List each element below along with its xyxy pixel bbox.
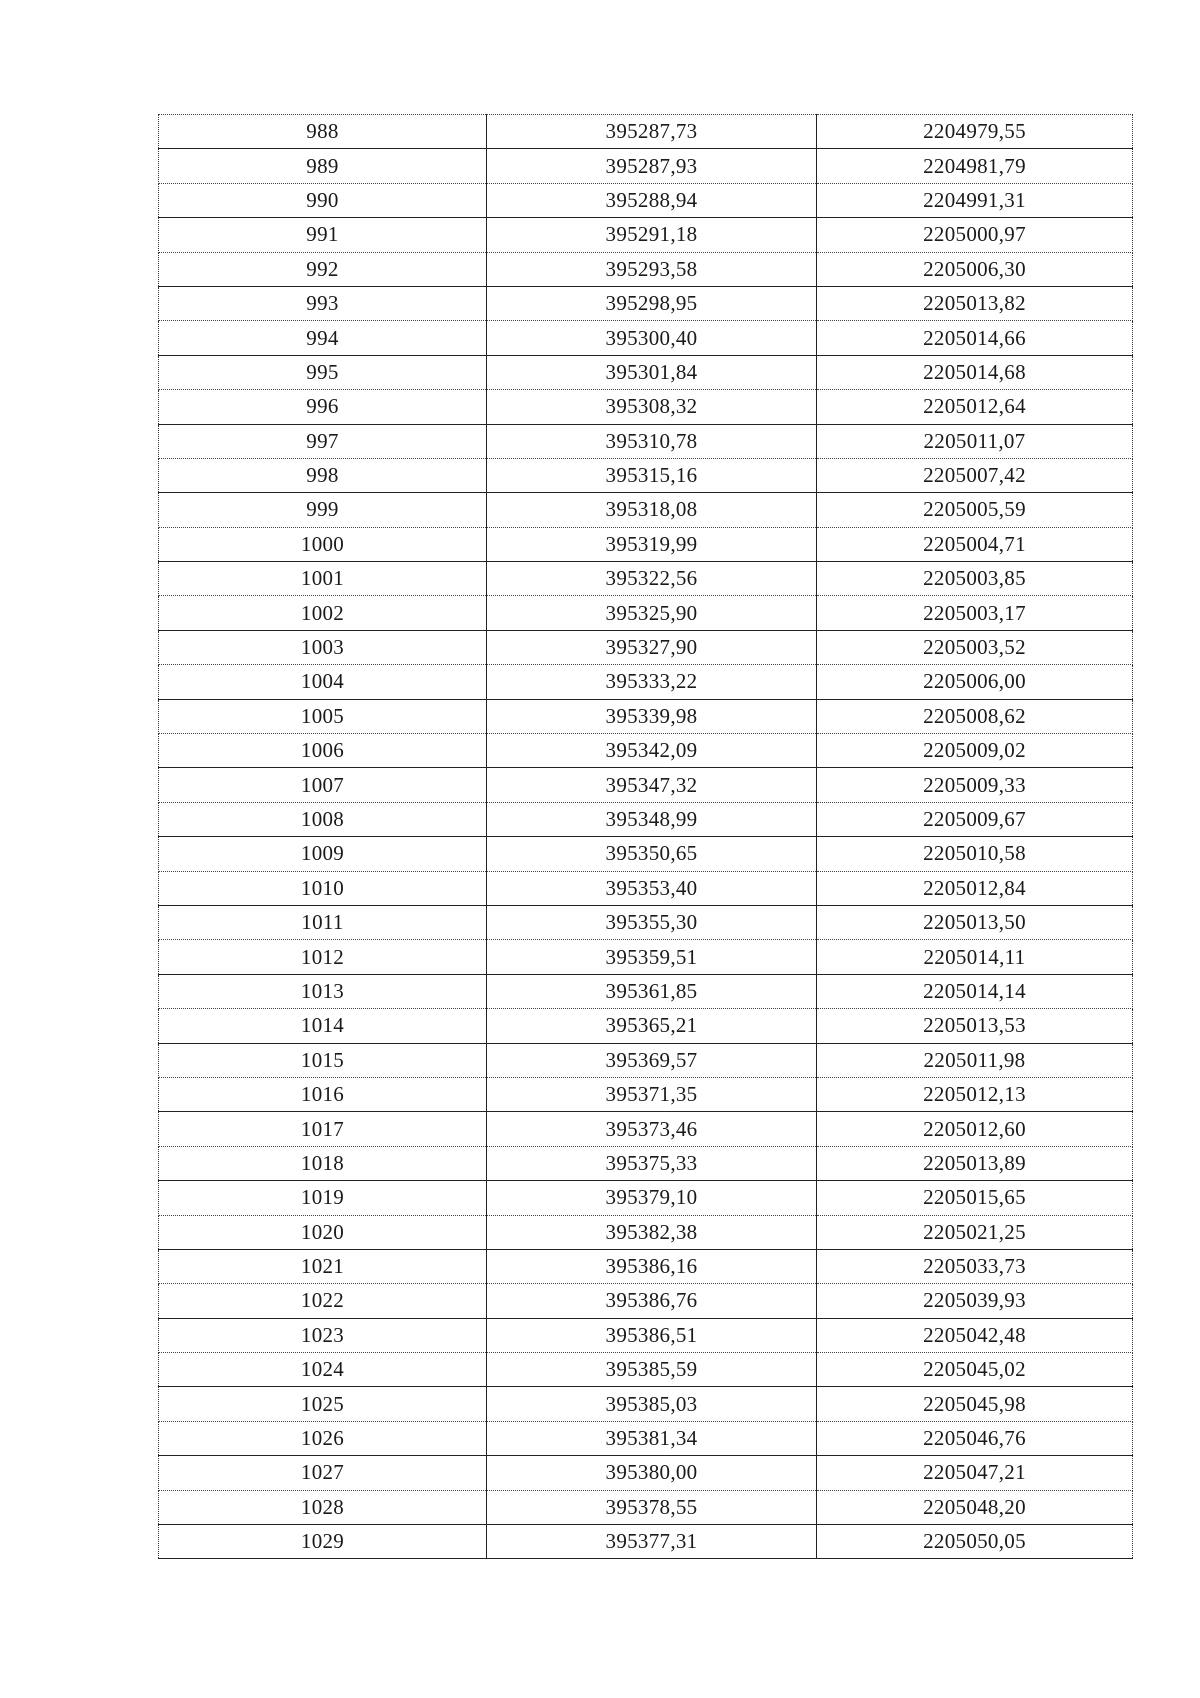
y-coordinate-cell: 2205009,02 [817, 734, 1133, 768]
table-row [159, 734, 1133, 768]
x-coordinate-cell: 395322,56 [487, 562, 817, 596]
table-row [159, 1249, 1133, 1283]
table-row [159, 1181, 1133, 1215]
table-row [159, 562, 1133, 596]
x-coordinate-cell: 395377,31 [487, 1525, 817, 1559]
x-coordinate-cell: 395382,38 [487, 1215, 817, 1249]
y-coordinate-cell: 2205048,20 [817, 1490, 1133, 1524]
point-number-cell: 999 [159, 493, 487, 527]
x-coordinate-cell: 395385,59 [487, 1353, 817, 1387]
x-coordinate-cell: 395288,94 [487, 183, 817, 217]
x-coordinate-cell: 395378,55 [487, 1490, 817, 1524]
point-number-cell: 1020 [159, 1215, 487, 1249]
point-number-cell: 997 [159, 424, 487, 458]
x-coordinate-cell: 395359,51 [487, 940, 817, 974]
table-row [159, 286, 1133, 320]
point-number-cell: 1027 [159, 1456, 487, 1490]
point-number-cell: 992 [159, 252, 487, 286]
x-coordinate-cell: 395375,33 [487, 1146, 817, 1180]
x-coordinate-cell: 395318,08 [487, 493, 817, 527]
point-number-cell: 1007 [159, 768, 487, 802]
x-coordinate-cell: 395380,00 [487, 1456, 817, 1490]
y-coordinate-cell: 2205046,76 [817, 1421, 1133, 1455]
y-coordinate-cell: 2205009,67 [817, 802, 1133, 836]
point-number-cell: 996 [159, 390, 487, 424]
y-coordinate-cell: 2205045,02 [817, 1353, 1133, 1387]
table-row [159, 218, 1133, 252]
x-coordinate-cell: 395381,34 [487, 1421, 817, 1455]
point-number-cell: 1001 [159, 562, 487, 596]
y-coordinate-cell: 2205003,85 [817, 562, 1133, 596]
x-coordinate-cell: 395315,16 [487, 458, 817, 492]
y-coordinate-cell: 2205006,30 [817, 252, 1133, 286]
table-row [159, 1112, 1133, 1146]
y-coordinate-cell: 2205003,52 [817, 630, 1133, 664]
x-coordinate-cell: 395310,78 [487, 424, 817, 458]
y-coordinate-cell: 2204979,55 [817, 115, 1133, 149]
x-coordinate-cell: 395353,40 [487, 871, 817, 905]
y-coordinate-cell: 2205008,62 [817, 699, 1133, 733]
point-number-cell: 1006 [159, 734, 487, 768]
table-row [159, 974, 1133, 1008]
table-row [159, 1456, 1133, 1490]
table-row [159, 699, 1133, 733]
point-number-cell: 1026 [159, 1421, 487, 1455]
y-coordinate-cell: 2205011,07 [817, 424, 1133, 458]
table-row [159, 1490, 1133, 1524]
table-row [159, 768, 1133, 802]
table-row [159, 837, 1133, 871]
y-coordinate-cell: 2205039,93 [817, 1284, 1133, 1318]
point-number-cell: 998 [159, 458, 487, 492]
y-coordinate-cell: 2205012,84 [817, 871, 1133, 905]
table-row [159, 1077, 1133, 1111]
x-coordinate-cell: 395379,10 [487, 1181, 817, 1215]
x-coordinate-cell: 395319,99 [487, 527, 817, 561]
table-row [159, 596, 1133, 630]
point-number-cell: 994 [159, 321, 487, 355]
y-coordinate-cell: 2205047,21 [817, 1456, 1133, 1490]
y-coordinate-cell: 2205014,11 [817, 940, 1133, 974]
y-coordinate-cell: 2205012,60 [817, 1112, 1133, 1146]
y-coordinate-cell: 2205013,89 [817, 1146, 1133, 1180]
y-coordinate-cell: 2205014,66 [817, 321, 1133, 355]
point-number-cell: 1004 [159, 665, 487, 699]
table-row [159, 1146, 1133, 1180]
x-coordinate-cell: 395339,98 [487, 699, 817, 733]
point-number-cell: 1013 [159, 974, 487, 1008]
x-coordinate-cell: 395347,32 [487, 768, 817, 802]
y-coordinate-cell: 2205012,64 [817, 390, 1133, 424]
table-row [159, 493, 1133, 527]
y-coordinate-cell: 2205007,42 [817, 458, 1133, 492]
y-coordinate-cell: 2205006,00 [817, 665, 1133, 699]
table-row [159, 1525, 1133, 1559]
point-number-cell: 1009 [159, 837, 487, 871]
y-coordinate-cell: 2205010,58 [817, 837, 1133, 871]
y-coordinate-cell: 2205003,17 [817, 596, 1133, 630]
coordinates-table [158, 114, 1133, 1559]
point-number-cell: 1014 [159, 1009, 487, 1043]
point-number-cell: 1008 [159, 802, 487, 836]
y-coordinate-cell: 2205009,33 [817, 768, 1133, 802]
table-row [159, 871, 1133, 905]
x-coordinate-cell: 395300,40 [487, 321, 817, 355]
y-coordinate-cell: 2205005,59 [817, 493, 1133, 527]
point-number-cell: 1024 [159, 1353, 487, 1387]
x-coordinate-cell: 395301,84 [487, 355, 817, 389]
point-number-cell: 1028 [159, 1490, 487, 1524]
point-number-cell: 1011 [159, 905, 487, 939]
x-coordinate-cell: 395291,18 [487, 218, 817, 252]
point-number-cell: 1002 [159, 596, 487, 630]
x-coordinate-cell: 395386,16 [487, 1249, 817, 1283]
y-coordinate-cell: 2205033,73 [817, 1249, 1133, 1283]
y-coordinate-cell: 2205012,13 [817, 1077, 1133, 1111]
table-row [159, 1009, 1133, 1043]
x-coordinate-cell: 395386,51 [487, 1318, 817, 1352]
point-number-cell: 1023 [159, 1318, 487, 1352]
x-coordinate-cell: 395386,76 [487, 1284, 817, 1318]
table-row [159, 1421, 1133, 1455]
point-number-cell: 1018 [159, 1146, 487, 1180]
table-row [159, 252, 1133, 286]
x-coordinate-cell: 395348,99 [487, 802, 817, 836]
y-coordinate-cell: 2205045,98 [817, 1387, 1133, 1421]
table-row [159, 1318, 1133, 1352]
y-coordinate-cell: 2205000,97 [817, 218, 1133, 252]
point-number-cell: 1005 [159, 699, 487, 733]
x-coordinate-cell: 395298,95 [487, 286, 817, 320]
table-row [159, 183, 1133, 217]
x-coordinate-cell: 395385,03 [487, 1387, 817, 1421]
point-number-cell: 995 [159, 355, 487, 389]
table-row [159, 905, 1133, 939]
x-coordinate-cell: 395325,90 [487, 596, 817, 630]
point-number-cell: 1012 [159, 940, 487, 974]
point-number-cell: 1019 [159, 1181, 487, 1215]
x-coordinate-cell: 395355,30 [487, 905, 817, 939]
x-coordinate-cell: 395371,35 [487, 1077, 817, 1111]
point-number-cell: 1003 [159, 630, 487, 664]
table-row [159, 802, 1133, 836]
y-coordinate-cell: 2205021,25 [817, 1215, 1133, 1249]
table-row [159, 1043, 1133, 1077]
x-coordinate-cell: 395287,73 [487, 115, 817, 149]
table-row [159, 1387, 1133, 1421]
table-row [159, 1353, 1133, 1387]
y-coordinate-cell: 2205004,71 [817, 527, 1133, 561]
y-coordinate-cell: 2205011,98 [817, 1043, 1133, 1077]
table-row [159, 149, 1133, 183]
table-row [159, 1284, 1133, 1318]
y-coordinate-cell: 2205050,05 [817, 1525, 1133, 1559]
point-number-cell: 989 [159, 149, 487, 183]
table-row [159, 390, 1133, 424]
table-row [159, 630, 1133, 664]
y-coordinate-cell: 2205014,14 [817, 974, 1133, 1008]
point-number-cell: 988 [159, 115, 487, 149]
point-number-cell: 991 [159, 218, 487, 252]
x-coordinate-cell: 395333,22 [487, 665, 817, 699]
y-coordinate-cell: 2205014,68 [817, 355, 1133, 389]
x-coordinate-cell: 395369,57 [487, 1043, 817, 1077]
y-coordinate-cell: 2205042,48 [817, 1318, 1133, 1352]
point-number-cell: 1010 [159, 871, 487, 905]
y-coordinate-cell: 2205013,50 [817, 905, 1133, 939]
point-number-cell: 1021 [159, 1249, 487, 1283]
point-number-cell: 1025 [159, 1387, 487, 1421]
table-row [159, 424, 1133, 458]
x-coordinate-cell: 395365,21 [487, 1009, 817, 1043]
table-row [159, 355, 1133, 389]
table-row [159, 940, 1133, 974]
y-coordinate-cell: 2205013,82 [817, 286, 1133, 320]
x-coordinate-cell: 395373,46 [487, 1112, 817, 1146]
coordinates-table-body [159, 115, 1133, 1559]
y-coordinate-cell: 2205015,65 [817, 1181, 1133, 1215]
y-coordinate-cell: 2205013,53 [817, 1009, 1133, 1043]
point-number-cell: 1017 [159, 1112, 487, 1146]
table-row [159, 1215, 1133, 1249]
table-row [159, 527, 1133, 561]
x-coordinate-cell: 395293,58 [487, 252, 817, 286]
x-coordinate-cell: 395327,90 [487, 630, 817, 664]
point-number-cell: 990 [159, 183, 487, 217]
point-number-cell: 993 [159, 286, 487, 320]
y-coordinate-cell: 2204981,79 [817, 149, 1133, 183]
point-number-cell: 1016 [159, 1077, 487, 1111]
x-coordinate-cell: 395342,09 [487, 734, 817, 768]
table-row [159, 321, 1133, 355]
table-row [159, 458, 1133, 492]
point-number-cell: 1000 [159, 527, 487, 561]
y-coordinate-cell: 2204991,31 [817, 183, 1133, 217]
x-coordinate-cell: 395361,85 [487, 974, 817, 1008]
point-number-cell: 1022 [159, 1284, 487, 1318]
point-number-cell: 1029 [159, 1525, 487, 1559]
x-coordinate-cell: 395308,32 [487, 390, 817, 424]
table-row [159, 115, 1133, 149]
x-coordinate-cell: 395287,93 [487, 149, 817, 183]
point-number-cell: 1015 [159, 1043, 487, 1077]
table-row [159, 665, 1133, 699]
x-coordinate-cell: 395350,65 [487, 837, 817, 871]
